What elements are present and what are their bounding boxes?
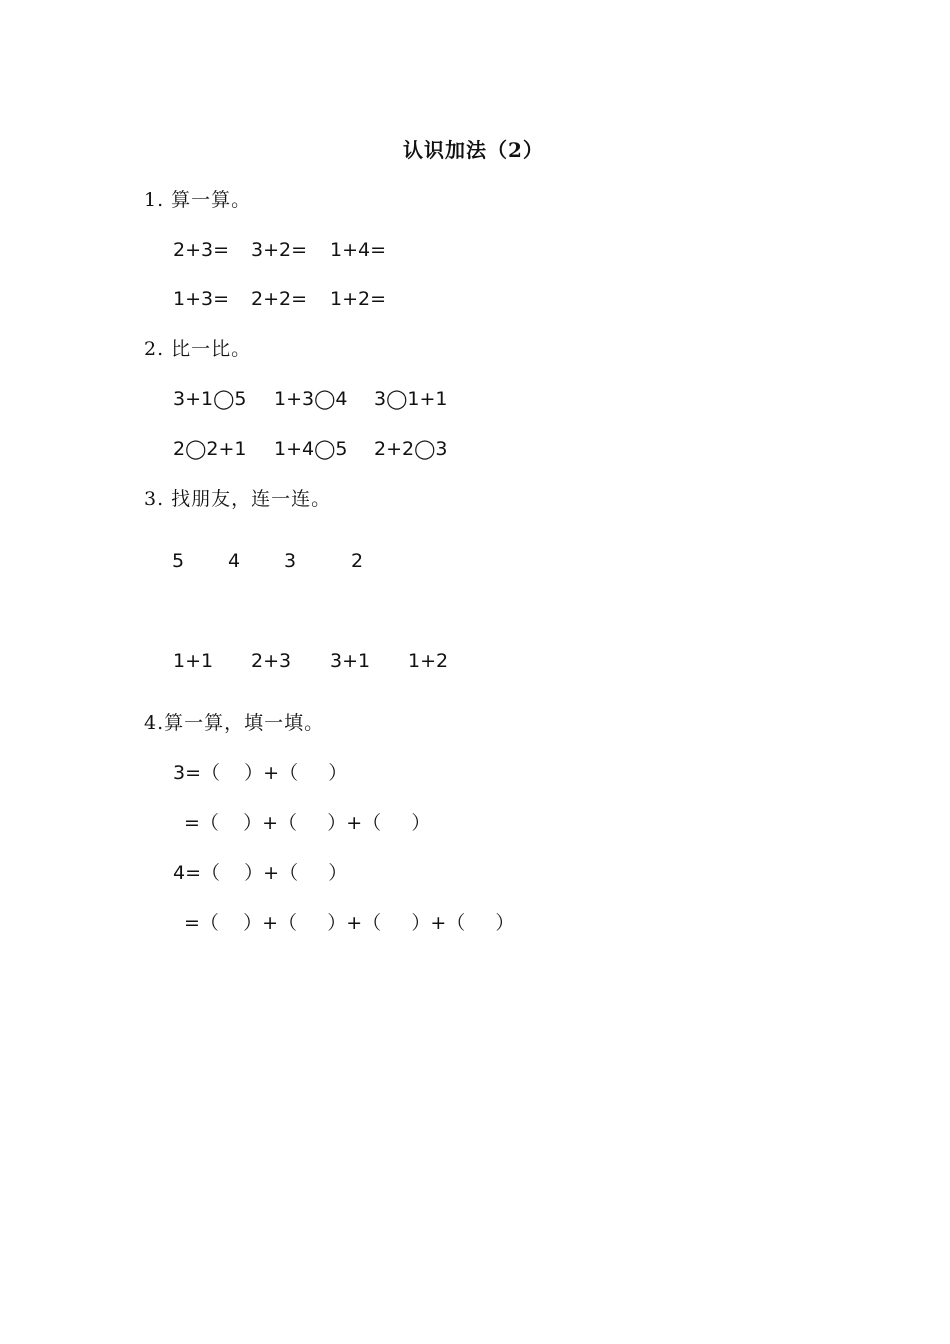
q4-line: =（ ）+（ ）+（ ）: [184, 812, 431, 834]
q3-expression: 1+1: [173, 650, 214, 672]
q3-number: 4: [228, 550, 241, 572]
q1-item: 1+4=: [330, 239, 387, 261]
q2-item: 2+2◯3: [374, 438, 448, 460]
q1-item: 2+2=: [251, 288, 308, 310]
question-1-heading: 1. 算一算。: [144, 189, 252, 211]
q3-number: 5: [172, 550, 185, 572]
q2-item: 3◯1+1: [374, 388, 448, 410]
q1-item: 1+3=: [173, 288, 230, 310]
q1-item: 2+3=: [173, 239, 230, 261]
question-3-heading: 3. 找朋友，连一连。: [144, 488, 332, 510]
q2-item: 2◯2+1: [173, 438, 247, 460]
question-2-heading: 2. 比一比。: [144, 338, 252, 360]
q4-line: =（ ）+（ ）+（ ）+（ ）: [184, 912, 515, 934]
q4-line: 3=（ ）+（ ）: [173, 762, 348, 784]
question-4-heading: 4.算一算，填一填。: [144, 712, 325, 734]
q3-number: 3: [284, 550, 297, 572]
q3-expression: 3+1: [330, 650, 371, 672]
q3-expression: 2+3: [251, 650, 292, 672]
q1-item: 3+2=: [251, 239, 308, 261]
q2-item: 3+1◯5: [173, 388, 247, 410]
q3-number: 2: [351, 550, 364, 572]
q3-expression: 1+2: [408, 650, 449, 672]
q4-line: 4=（ ）+（ ）: [173, 862, 348, 884]
q2-item: 1+4◯5: [274, 438, 348, 460]
page-title: 认识加法（2）: [403, 138, 544, 162]
q2-item: 1+3◯4: [274, 388, 348, 410]
q1-item: 1+2=: [330, 288, 387, 310]
